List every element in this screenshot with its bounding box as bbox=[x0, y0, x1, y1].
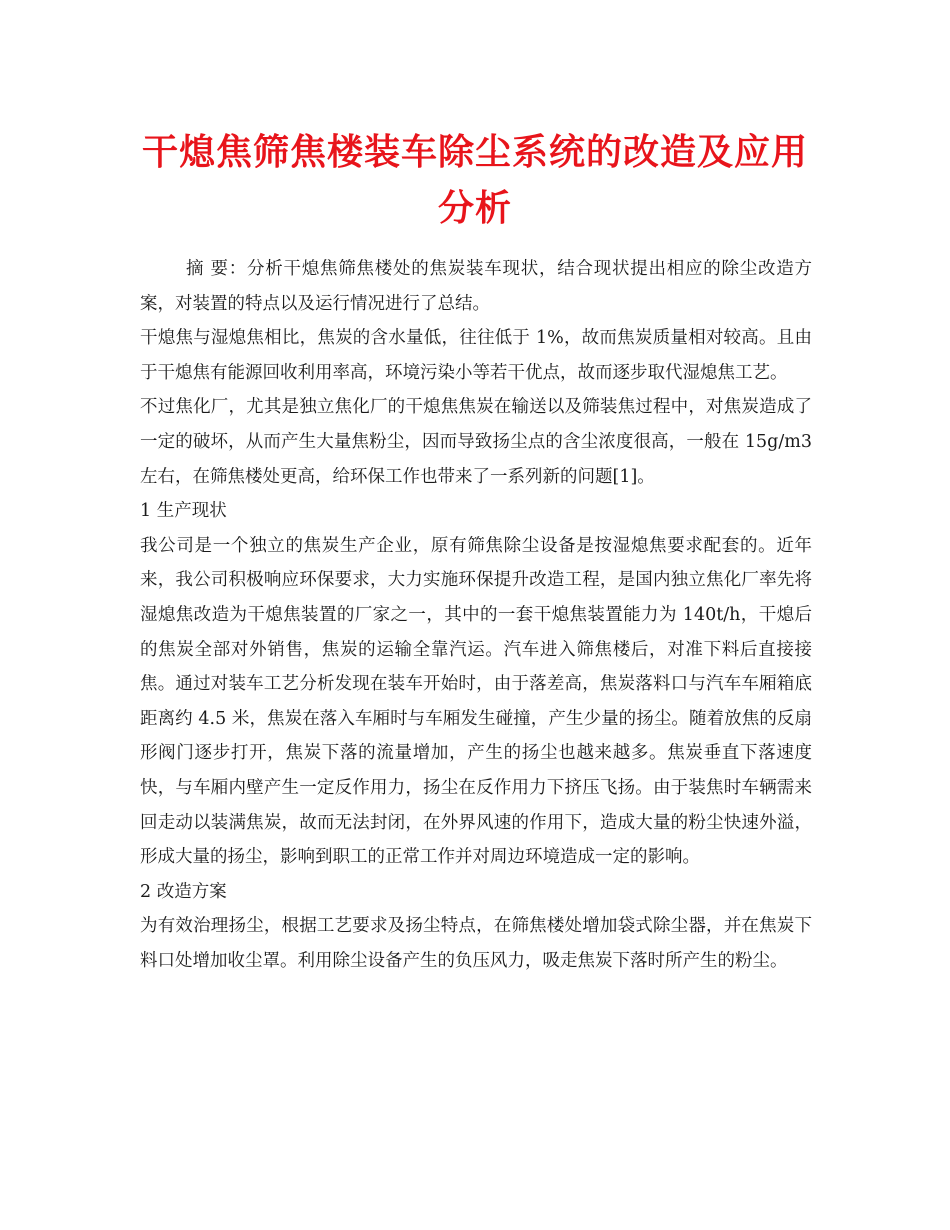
section-heading-2: 2 改造方案 bbox=[140, 881, 227, 902]
document-body bbox=[140, 252, 812, 978]
abstract-paragraph: 摘 要：分析干熄焦筛焦楼处的焦炭装车现状，结合现状提出相应的除尘改造方案，对装置的特点以及运行情况进行了总结。 bbox=[140, 259, 812, 314]
section-heading-1: 1 生产现状 bbox=[140, 501, 227, 522]
document-title: 干熄焦筛焦楼装车除尘系统的改造及应用分析 bbox=[141, 131, 808, 229]
section-2-paragraph: 为有效治理扬尘，根据工艺要求及扬尘特点，在筛焦楼处增加袋式除尘器，并在焦炭下料口处增加收尘罩。利用除尘设备产生的负压风力，吸走焦炭下落时所产生的粉尘。 bbox=[140, 916, 812, 971]
intro-paragraph-2: 不过焦化厂，尤其是独立焦化厂的干熄焦焦炭在输送以及筛装焦过程中，对焦炭造成了一定的破坏，从而产生大量焦粉尘，因而导致扬尘点的含尘浓度很高，一般在 15g/m3 左右，在筛焦楼处更高，给环保工作也带来了一系列新的问题[1]。 bbox=[140, 397, 812, 487]
section-1-paragraph: 我公司是一个独立的焦炭生产企业，原有筛焦除尘设备是按湿熄焦要求配套的。近年来，我公司积极响应环保要求，大力实施环保提升改造工程，是国内独立焦化厂率先将湿熄焦改造为干熄焦装置的厂家之一，其中的一套干熄焦装置能力为 140t/h，干熄后的焦炭全部对外销售，焦炭的运输全靠汽运。汽车进入筛焦楼后，对准下料后直接接焦。通过对装车工艺分析发现在装车开始时，由于落差高，焦炭落料口与汽车车厢箱底距离约 4.5 米，焦炭在落入车厢时与车厢发生碰撞，产生少量的扬尘。随着放焦的反扇形阀门逐步打开，焦炭下落的流量增加，产生的扬尘也越来越多。焦炭垂直下落速度快，与车厢内壁产生一定反作用力，扬尘在反作用力下挤压飞扬。由于装焦时车辆需来回走动以装满焦炭，故而无法封闭，在外界风速的作用下，造成大量的粉尘快速外溢，形成大量的扬尘，影响到职工的正常工作并对周边环境造成一定的影响。 bbox=[140, 535, 812, 868]
intro-paragraph-1: 干熄焦与湿熄焦相比，焦炭的含水量低，往往低于 1%，故而焦炭质量相对较高。且由于干熄焦有能源回收利用率高，环境污染小等若干优点，故而逐步取代湿熄焦工艺。 bbox=[140, 328, 812, 383]
